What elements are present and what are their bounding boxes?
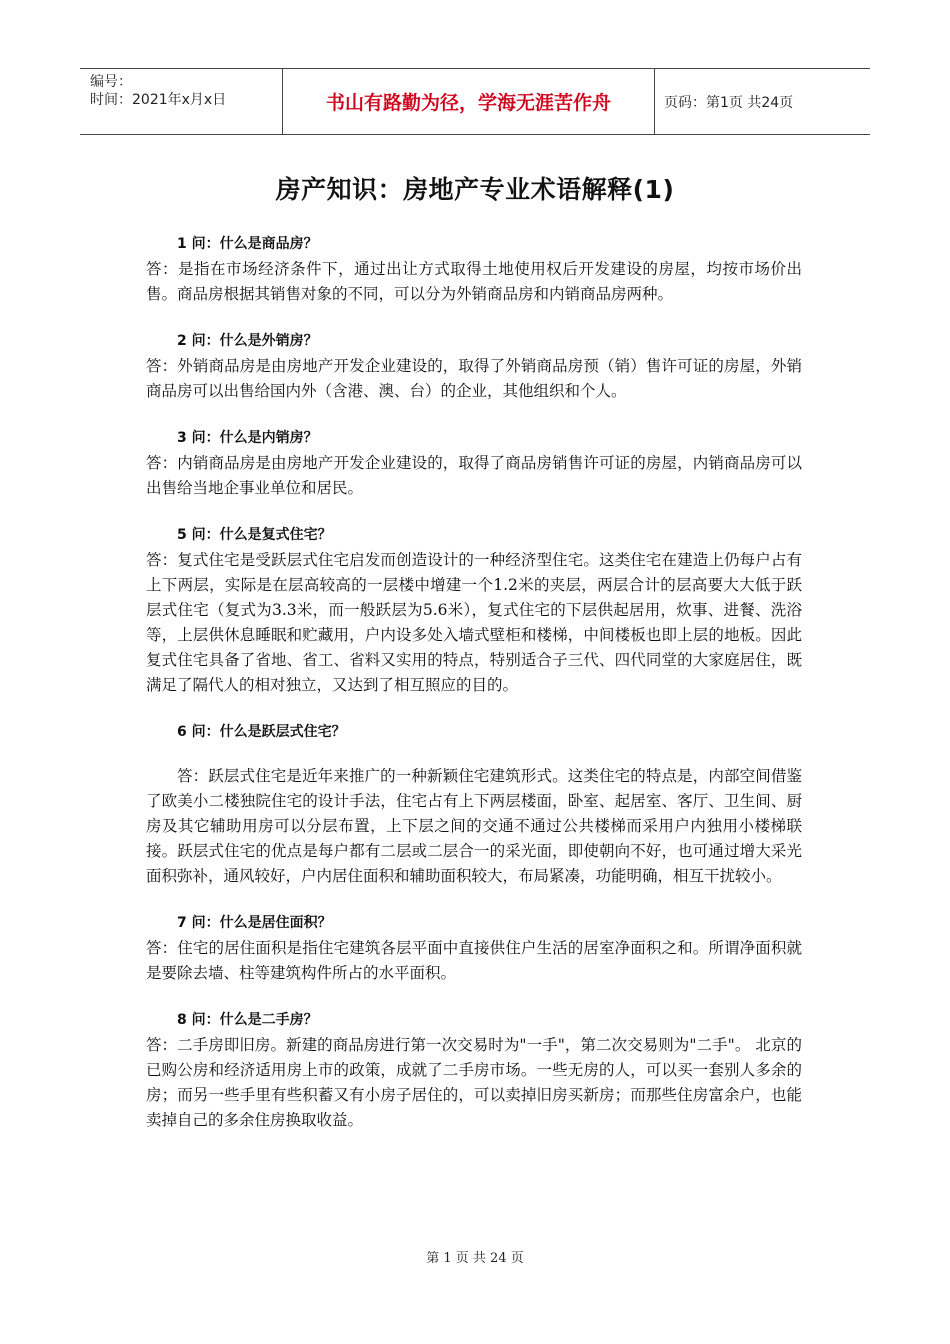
page-footer: 第 1 页 共 24 页 — [426, 1251, 524, 1266]
answer: 答：是指在市场经济条件下，通过出让方式取得土地使用权后开发建设的房屋，均按市场价出售。商品房根据其销售对象的不同，可以分为外销商品房和内销商品房两种。 — [146, 260, 802, 303]
question: 8 问：什么是二手房？ — [177, 1012, 318, 1028]
question: 5 问：什么是复式住宅？ — [177, 527, 332, 543]
question: 3 问：什么是内销房？ — [177, 430, 318, 446]
answer: 答：内销商品房是由房地产开发企业建设的，取得了商品房销售许可证的房屋，内销商品房可以出售给当地企事业单位和居民。 — [146, 454, 802, 497]
header-page-info: 页码：第1页 共24页 — [664, 94, 794, 111]
answer: 答：跃层式住宅是近年来推广的一种新颖住宅建筑形式。这类住宅的特点是，内部空间借鉴了欧美小二楼独院住宅的设计手法，住宅占有上下两层楼面，卧室、起居室、客厅、卫生间、厨房及其它辅助用房可以分层布置，上下层之间的交通不通过公共楼梯而采用户内独用小楼梯联接。跃层式住宅的优点是每户都有二层或二层合一的采光面，即使朝向不好，也可通过增大采光面积弥补，通风较好，户内居住面积和辅助面积较大，布局紧凑，功能明确，相互干扰较小。 — [146, 767, 802, 885]
header-motto: 书山有路勤为径，学海无涯苦作舟 — [282, 69, 655, 134]
header-time: 时间：2021年x月x日 — [90, 92, 227, 108]
question: 7 问：什么是居住面积？ — [177, 915, 332, 931]
answer: 答：二手房即旧房。新建的商品房进行第一次交易时为"一手"，第二次交易则为"二手"。 北京的已购公房和经济适用房上市的政策，成就了二手房市场。一些无房的人，可以买一套别人多余的房；而另一些手里有些积蓄又有小房子居住的，可以卖掉旧房买新房；而那些住房富余户，也能卖掉自己的多余住房换取收益。 — [146, 1036, 802, 1129]
question: 2 问：什么是外销房？ — [177, 333, 318, 349]
document-body — [146, 232, 802, 1155]
header-meta — [80, 69, 282, 134]
answer: 答：外销商品房是由房地产开发企业建设的，取得了外销商品房预（销）售许可证的房屋，外销商品房可以出售给国内外（含港、澳、台）的企业，其他组织和个人。 — [146, 357, 802, 400]
question: 1 问：什么是商品房？ — [177, 236, 318, 252]
header-number: 编号： — [90, 74, 132, 90]
answer: 答：住宅的居住面积是指住宅建筑各层平面中直接供住户生活的居室净面积之和。所谓净面积就是要除去墙、柱等建筑构件所占的水平面积。 — [146, 939, 802, 982]
question: 6 问：什么是跃层式住宅？ — [177, 724, 346, 740]
answer: 答：复式住宅是受跃层式住宅启发而创造设计的一种经济型住宅。这类住宅在建造上仍每户占有上下两层，实际是在层高较高的一层楼中增建一个1.2米的夹层，两层合计的层高要大大低于跃层式住宅（复式为3.3米，而一般跃层为5.6米），复式住宅的下层供起居用，炊事、进餐、洗浴等，上层供休息睡眠和贮藏用，户内设多处入墙式壁柜和楼梯，中间楼板也即上层的地板。因此复式住宅具备了省地、省工、省料又实用的特点，特别适合子三代、四代同堂的大家庭居住，既满足了隔代人的相对独立，又达到了相互照应的目的。 — [146, 551, 802, 694]
document-title: 房产知识：房地产专业术语解释(1) — [275, 175, 675, 204]
document-header — [80, 68, 870, 135]
